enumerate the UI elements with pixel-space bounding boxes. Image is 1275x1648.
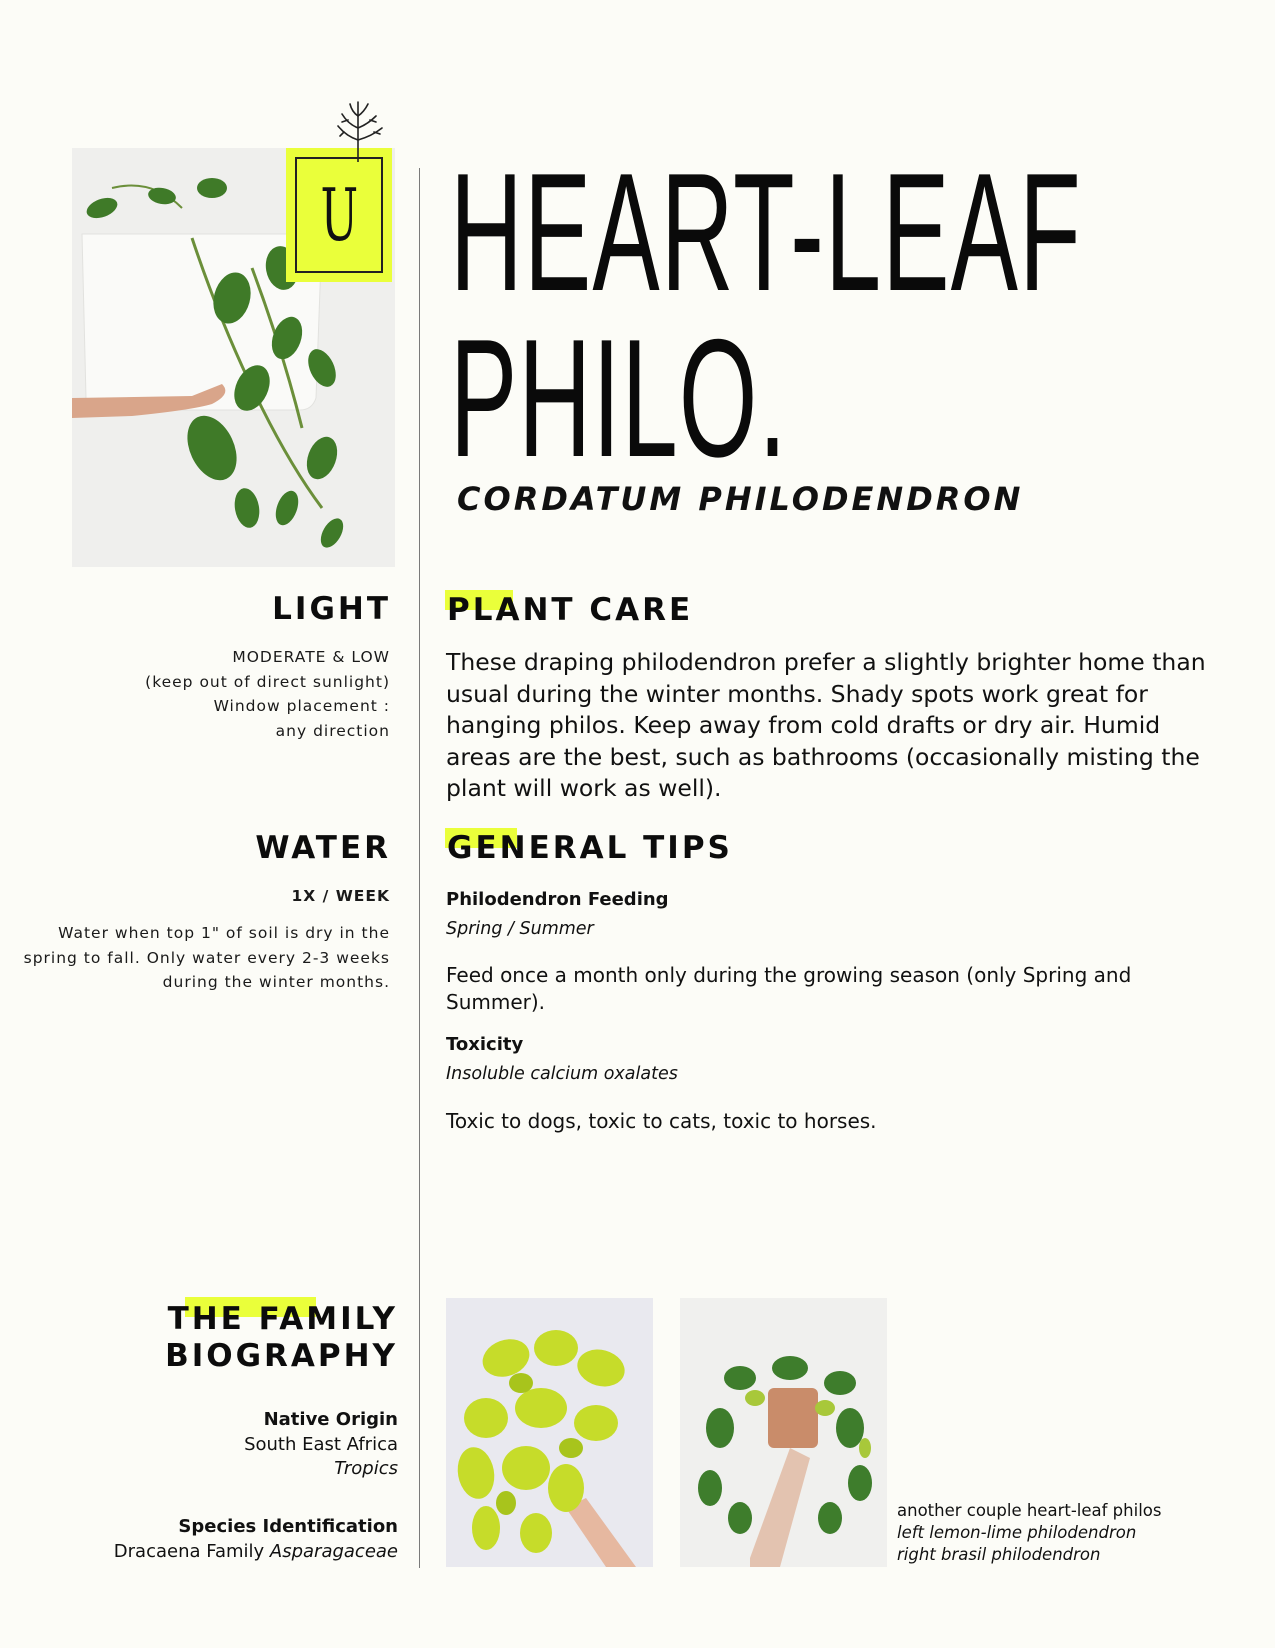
- water-frequency: 1X / WEEK: [291, 887, 390, 905]
- light-details: [145, 645, 390, 743]
- brasil-photo: [680, 1298, 887, 1567]
- species-label: Species Identification: [178, 1516, 398, 1537]
- plant-care-line: areas are the best, such as bathrooms (occasionally misting the: [446, 742, 1200, 771]
- scientific-name: CORDATUM PHILODENDRON: [457, 480, 1024, 518]
- origin-value: South East Africa: [244, 1433, 398, 1455]
- toxicity-text: Toxic to dogs, toxic to cats, toxic to horses.: [446, 1109, 877, 1133]
- logo-frame: [295, 157, 383, 273]
- origin-region: Tropics: [334, 1458, 398, 1479]
- toxicity-subtitle: Insoluble calcium oxalates: [446, 1064, 678, 1084]
- toxicity-title: Toxicity: [446, 1034, 524, 1055]
- plant-care-text: [446, 647, 1206, 805]
- brand-logo: [286, 148, 392, 282]
- light-line: any direction: [275, 721, 390, 740]
- species-identification: [78, 1515, 398, 1564]
- light-line: MODERATE & LOW: [232, 648, 390, 666]
- sprig-icon: [328, 96, 392, 162]
- origin-label: Native Origin: [263, 1409, 398, 1430]
- plant-care-line: hanging philos. Keep away from cold drafts or dry air. Humid: [446, 711, 1161, 739]
- water-details: [24, 921, 390, 995]
- caption-line-2: left lemon-lime philodendron: [897, 1523, 1137, 1542]
- feeding-subtitle: Spring / Summer: [446, 919, 594, 939]
- family-heading-line-1: THE FAMILY: [167, 1301, 398, 1337]
- water-heading: WATER: [255, 830, 391, 866]
- general-tips-heading: GENERAL TIPS: [447, 830, 733, 866]
- light-line: Window placement :: [213, 697, 390, 715]
- plant-care-line: usual during the winter months. Shady spots work great for: [446, 679, 1148, 708]
- native-origin: [98, 1408, 398, 1482]
- light-line: (keep out of direct sunlight): [145, 672, 390, 691]
- plant-care-line: These draping philodendron prefer a slightly brighter home than: [446, 648, 1206, 676]
- family-heading-line-2: BIOGRAPHY: [165, 1338, 398, 1374]
- water-line: Water when top 1" of soil is dry in the: [58, 924, 390, 942]
- caption-line-3: right brasil philodendron: [897, 1545, 1101, 1564]
- page-title: [450, 138, 1210, 492]
- plant-care-line: plant will work as well).: [446, 774, 722, 802]
- title-line-1: HEART-LEAF: [450, 138, 1082, 326]
- feeding-line: Summer).: [446, 990, 546, 1014]
- title-line-2: PHILO.: [450, 304, 788, 492]
- water-line: during the winter months.: [162, 973, 390, 991]
- logo-letter: U: [320, 173, 358, 257]
- feeding-line: Feed once a month only during the growing season (only Spring and: [446, 963, 1132, 987]
- species-family: Asparagaceae: [269, 1540, 398, 1562]
- lemon-lime-photo: [446, 1298, 653, 1567]
- plant-care-heading: PLANT CARE: [447, 592, 694, 628]
- water-line: spring to fall. Only water every 2-3 weeks: [23, 948, 390, 967]
- species-value-row: [78, 1540, 398, 1565]
- feeding-title: Philodendron Feeding: [446, 889, 669, 910]
- feeding-text: [446, 962, 1131, 1016]
- light-heading: LIGHT: [272, 591, 391, 627]
- species-value: Dracaena Family: [113, 1540, 270, 1562]
- photo-caption: [897, 1500, 1161, 1566]
- column-divider: [419, 168, 420, 1568]
- caption-line-1: another couple heart-leaf philos: [897, 1501, 1162, 1520]
